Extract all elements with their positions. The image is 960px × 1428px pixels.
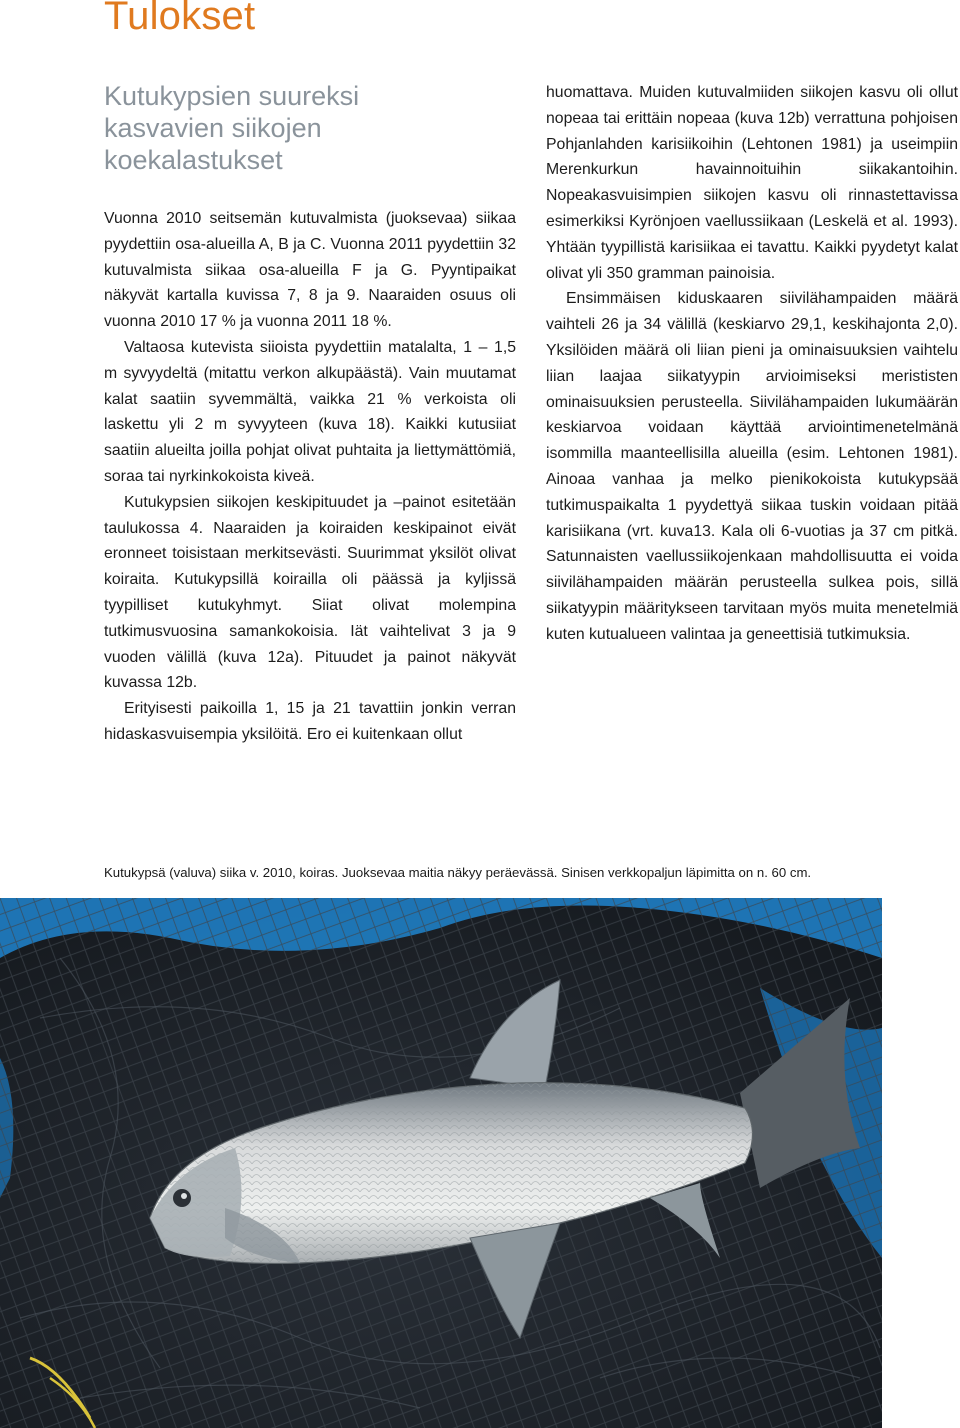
left-text-column	[104, 206, 516, 748]
paragraph: huomattava. Muiden kutuvalmiiden siikojen kasvu oli ollut nopeaa tai erittäin nopeaa (kuva 12b) verrattuna pohjoisen Pohjanlahden karisiikoihin (Lehtonen 1981) ja useimpiin Merenkurkun havainnoituihin siikakantoihin. Nopeakasvuisimpien siikojen kasvu oli rinnastettavissa esimerkiksi Kyrönjoen vaellussiikaan (Leskelä et al. 1993). Yhtään tyypillistä karisiikaa ei tavattu. Kaikki pyydetyt kalat olivat yli 350 gramman painoisia.	[546, 84, 958, 282]
fish-photo	[0, 898, 882, 1428]
page-title: Tulokset	[104, 0, 256, 38]
figure-caption: Kutukypsä (valuva) siika v. 2010, koiras. Juoksevaa maitia näkyy peräevässä. Sinisen verkkopaljun läpimitta on n. 60 cm.	[104, 865, 812, 880]
paragraph: Vuonna 2010 seitsemän kutuvalmista (juoksevaa) siikaa pyydettiin osa-alueilla A, B ja C. Vuonna 2011 pyydettiin 32 kutuvalmista siikaa osa-alueilla F ja G. Pyyntipaikat näkyvät kartalla kuvissa 7, 8 ja 9. Naaraiden osuus oli vuonna 2010 17 % ja vuonna 2011 18 %.	[104, 210, 516, 331]
paragraph: Erityisesti paikoilla 1, 15 ja 21 tavattiin jonkin verran hidaskasvuisempia yksilöitä. Ero ei kuitenkaan ollut	[104, 700, 516, 743]
whitefish-on-net-illustration	[0, 898, 882, 1428]
paragraph: Kutukypsien siikojen keskipituudet ja –painot esitetään taulukossa 4. Naaraiden ja koiraiden keskipainot eivät eronneet toisistaan merkitsevästi. Suurimmat yksilöt olivat koiraita. Kutukypsillä koirailla oli päässä ja kyljissä tyypilliset kutukyhmyt. Siiat olivat molempina tutkimusvuosina samankokoisia. Iät vaihtelivat 3 ja 9 vuoden välillä (kuva 12a). Pituudet ja painot näkyvät kuvassa 12b.	[104, 493, 516, 692]
paragraph: Ensimmäisen kiduskaaren siivilähampaiden määrä vaihteli 26 ja 34 välillä (keskiarvo 29,1, keskihajonta 2,0). Yksilöiden määrä oli liian pieni ja ominaisuuksien vaihtelu liian laajaa siikatyypin arvioimiseksi merististen ominaisuuksien perusteella. Siivilähampaiden lukumäärän keskiarvoa voidaan käyttää arviointimenetelmänä isommilla maanteellisilla alueilla (esim. Lehtonen 1981). Ainoaa vanhaa ja melko pienikokoista kutukypsää tutkimuspaikalta 1 pyydettyä siikaa tuskin voidaan pitää karisiikana (vrt. kuva13. Kala oli 6-vuotias ja 37 cm pitkä. Satunnaisten vaellussiikojenkaan mahdollisuutta ei voida siivilähampaiden määrän perusteella sulkea pois, sillä siikatyypin määritykseen tarvitaan myös muita menetelmiä kuten kutualueen valintaa ja geneettisiä tutkimuksia.	[546, 290, 958, 643]
right-text-column	[546, 80, 958, 648]
section-heading: Kutukypsien suureksi kasvavien siikojen koekalastukset	[104, 81, 360, 175]
paragraph: Valtaosa kutevista siioista pyydettiin matalalta, 1 – 1,5 m syvyydeltä (mitattu verkon alkupäästä). Vain muutamat kalat saatiin syvemmältä, vaikka 21 % verkoista oli laskettu yli 2 m syvyyteen (kuva 18). Kaikki kutusiiat saatiin alueilta joilla pohjat olivat puhtaita ja liettymättömiä, soraa tai nyrkinkokoista kiveä.	[104, 338, 516, 485]
